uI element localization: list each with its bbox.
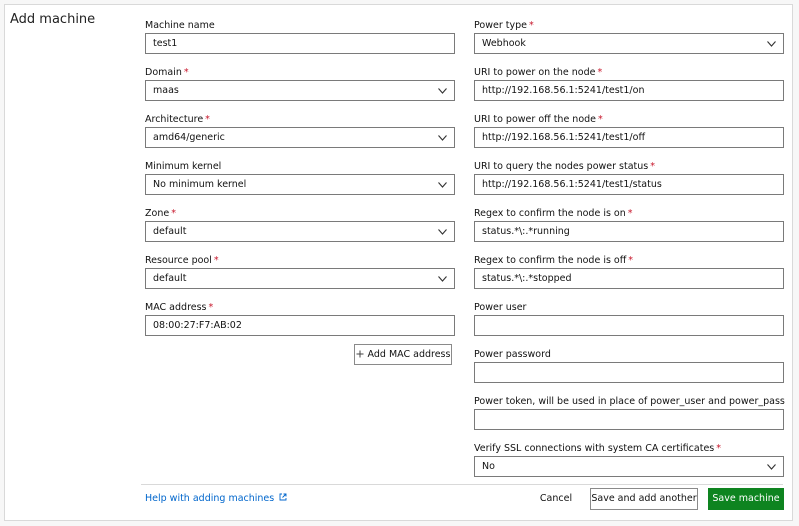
resource-pool-label: Resource pool * bbox=[145, 255, 219, 266]
architecture-label: Architecture * bbox=[145, 114, 210, 125]
power-password-label: Power password bbox=[474, 349, 551, 360]
help-link[interactable] bbox=[145, 493, 287, 504]
resource-pool-select[interactable] bbox=[145, 268, 455, 289]
power-on-regex-label: Regex to confirm the node is on * bbox=[474, 208, 633, 219]
zone-value: default bbox=[153, 226, 187, 237]
add-mac-address-button[interactable] bbox=[354, 344, 452, 365]
mac-address-label: MAC address * bbox=[145, 302, 214, 313]
power-on-regex-input[interactable]: status.*\:.*running bbox=[474, 221, 784, 242]
power-query-uri-label: URI to query the nodes power status * bbox=[474, 161, 655, 172]
machine-name-input[interactable]: test1 bbox=[145, 33, 455, 54]
save-and-add-another-button[interactable]: Save and add another bbox=[590, 488, 698, 510]
footer-divider bbox=[141, 484, 783, 485]
architecture-value: amd64/generic bbox=[153, 132, 225, 143]
form-title: Add machine bbox=[10, 12, 96, 27]
power-on-uri-label: URI to power on the node * bbox=[474, 67, 603, 78]
domain-select[interactable] bbox=[145, 80, 455, 101]
power-off-uri-input[interactable]: http://192.168.56.1:5241/test1/off bbox=[474, 127, 784, 148]
power-token-label: Power token, will be used in place of power_user and power_pass bbox=[474, 396, 785, 407]
power-off-uri-label: URI to power off the node * bbox=[474, 114, 603, 125]
help-link-label: Help with adding machines bbox=[145, 493, 275, 504]
minimum-kernel-label: Minimum kernel bbox=[145, 161, 222, 172]
minimum-kernel-select[interactable] bbox=[145, 174, 455, 195]
external-link-icon bbox=[279, 493, 287, 501]
architecture-select[interactable] bbox=[145, 127, 455, 148]
resource-pool-value: default bbox=[153, 273, 187, 284]
power-on-uri-input[interactable]: http://192.168.56.1:5241/test1/on bbox=[474, 80, 784, 101]
power-password-input[interactable] bbox=[474, 362, 784, 383]
add-mac-address-label: Add MAC address bbox=[367, 349, 451, 360]
zone-label: Zone * bbox=[145, 208, 176, 219]
verify-ssl-select[interactable] bbox=[474, 456, 784, 477]
domain-label: Domain * bbox=[145, 67, 189, 78]
power-type-value: Webhook bbox=[482, 38, 526, 49]
cancel-button[interactable]: Cancel bbox=[532, 488, 580, 510]
minimum-kernel-value: No minimum kernel bbox=[153, 179, 247, 190]
mac-address-input[interactable]: 08:00:27:F7:AB:02 bbox=[145, 315, 455, 336]
chevron-down-icon bbox=[438, 182, 447, 188]
chevron-down-icon bbox=[438, 135, 447, 141]
chevron-down-icon bbox=[767, 464, 776, 470]
power-user-input[interactable] bbox=[474, 315, 784, 336]
zone-select[interactable] bbox=[145, 221, 455, 242]
power-token-input[interactable] bbox=[474, 409, 784, 430]
power-type-label: Power type * bbox=[474, 20, 534, 31]
machine-name-label: Machine name bbox=[145, 20, 215, 31]
power-query-uri-input[interactable]: http://192.168.56.1:5241/test1/status bbox=[474, 174, 784, 195]
save-machine-button[interactable]: Save machine bbox=[708, 488, 784, 510]
power-user-label: Power user bbox=[474, 302, 527, 313]
chevron-down-icon bbox=[438, 229, 447, 235]
plus-icon bbox=[356, 350, 364, 358]
verify-ssl-label: Verify SSL connections with system CA certificates * bbox=[474, 443, 721, 454]
chevron-down-icon bbox=[438, 276, 447, 282]
power-off-regex-label: Regex to confirm the node is off * bbox=[474, 255, 634, 266]
chevron-down-icon bbox=[767, 41, 776, 47]
verify-ssl-value: No bbox=[482, 461, 495, 472]
power-type-select[interactable] bbox=[474, 33, 784, 54]
power-off-regex-input[interactable]: status.*\:.*stopped bbox=[474, 268, 784, 289]
chevron-down-icon bbox=[438, 88, 447, 94]
domain-value: maas bbox=[153, 85, 179, 96]
